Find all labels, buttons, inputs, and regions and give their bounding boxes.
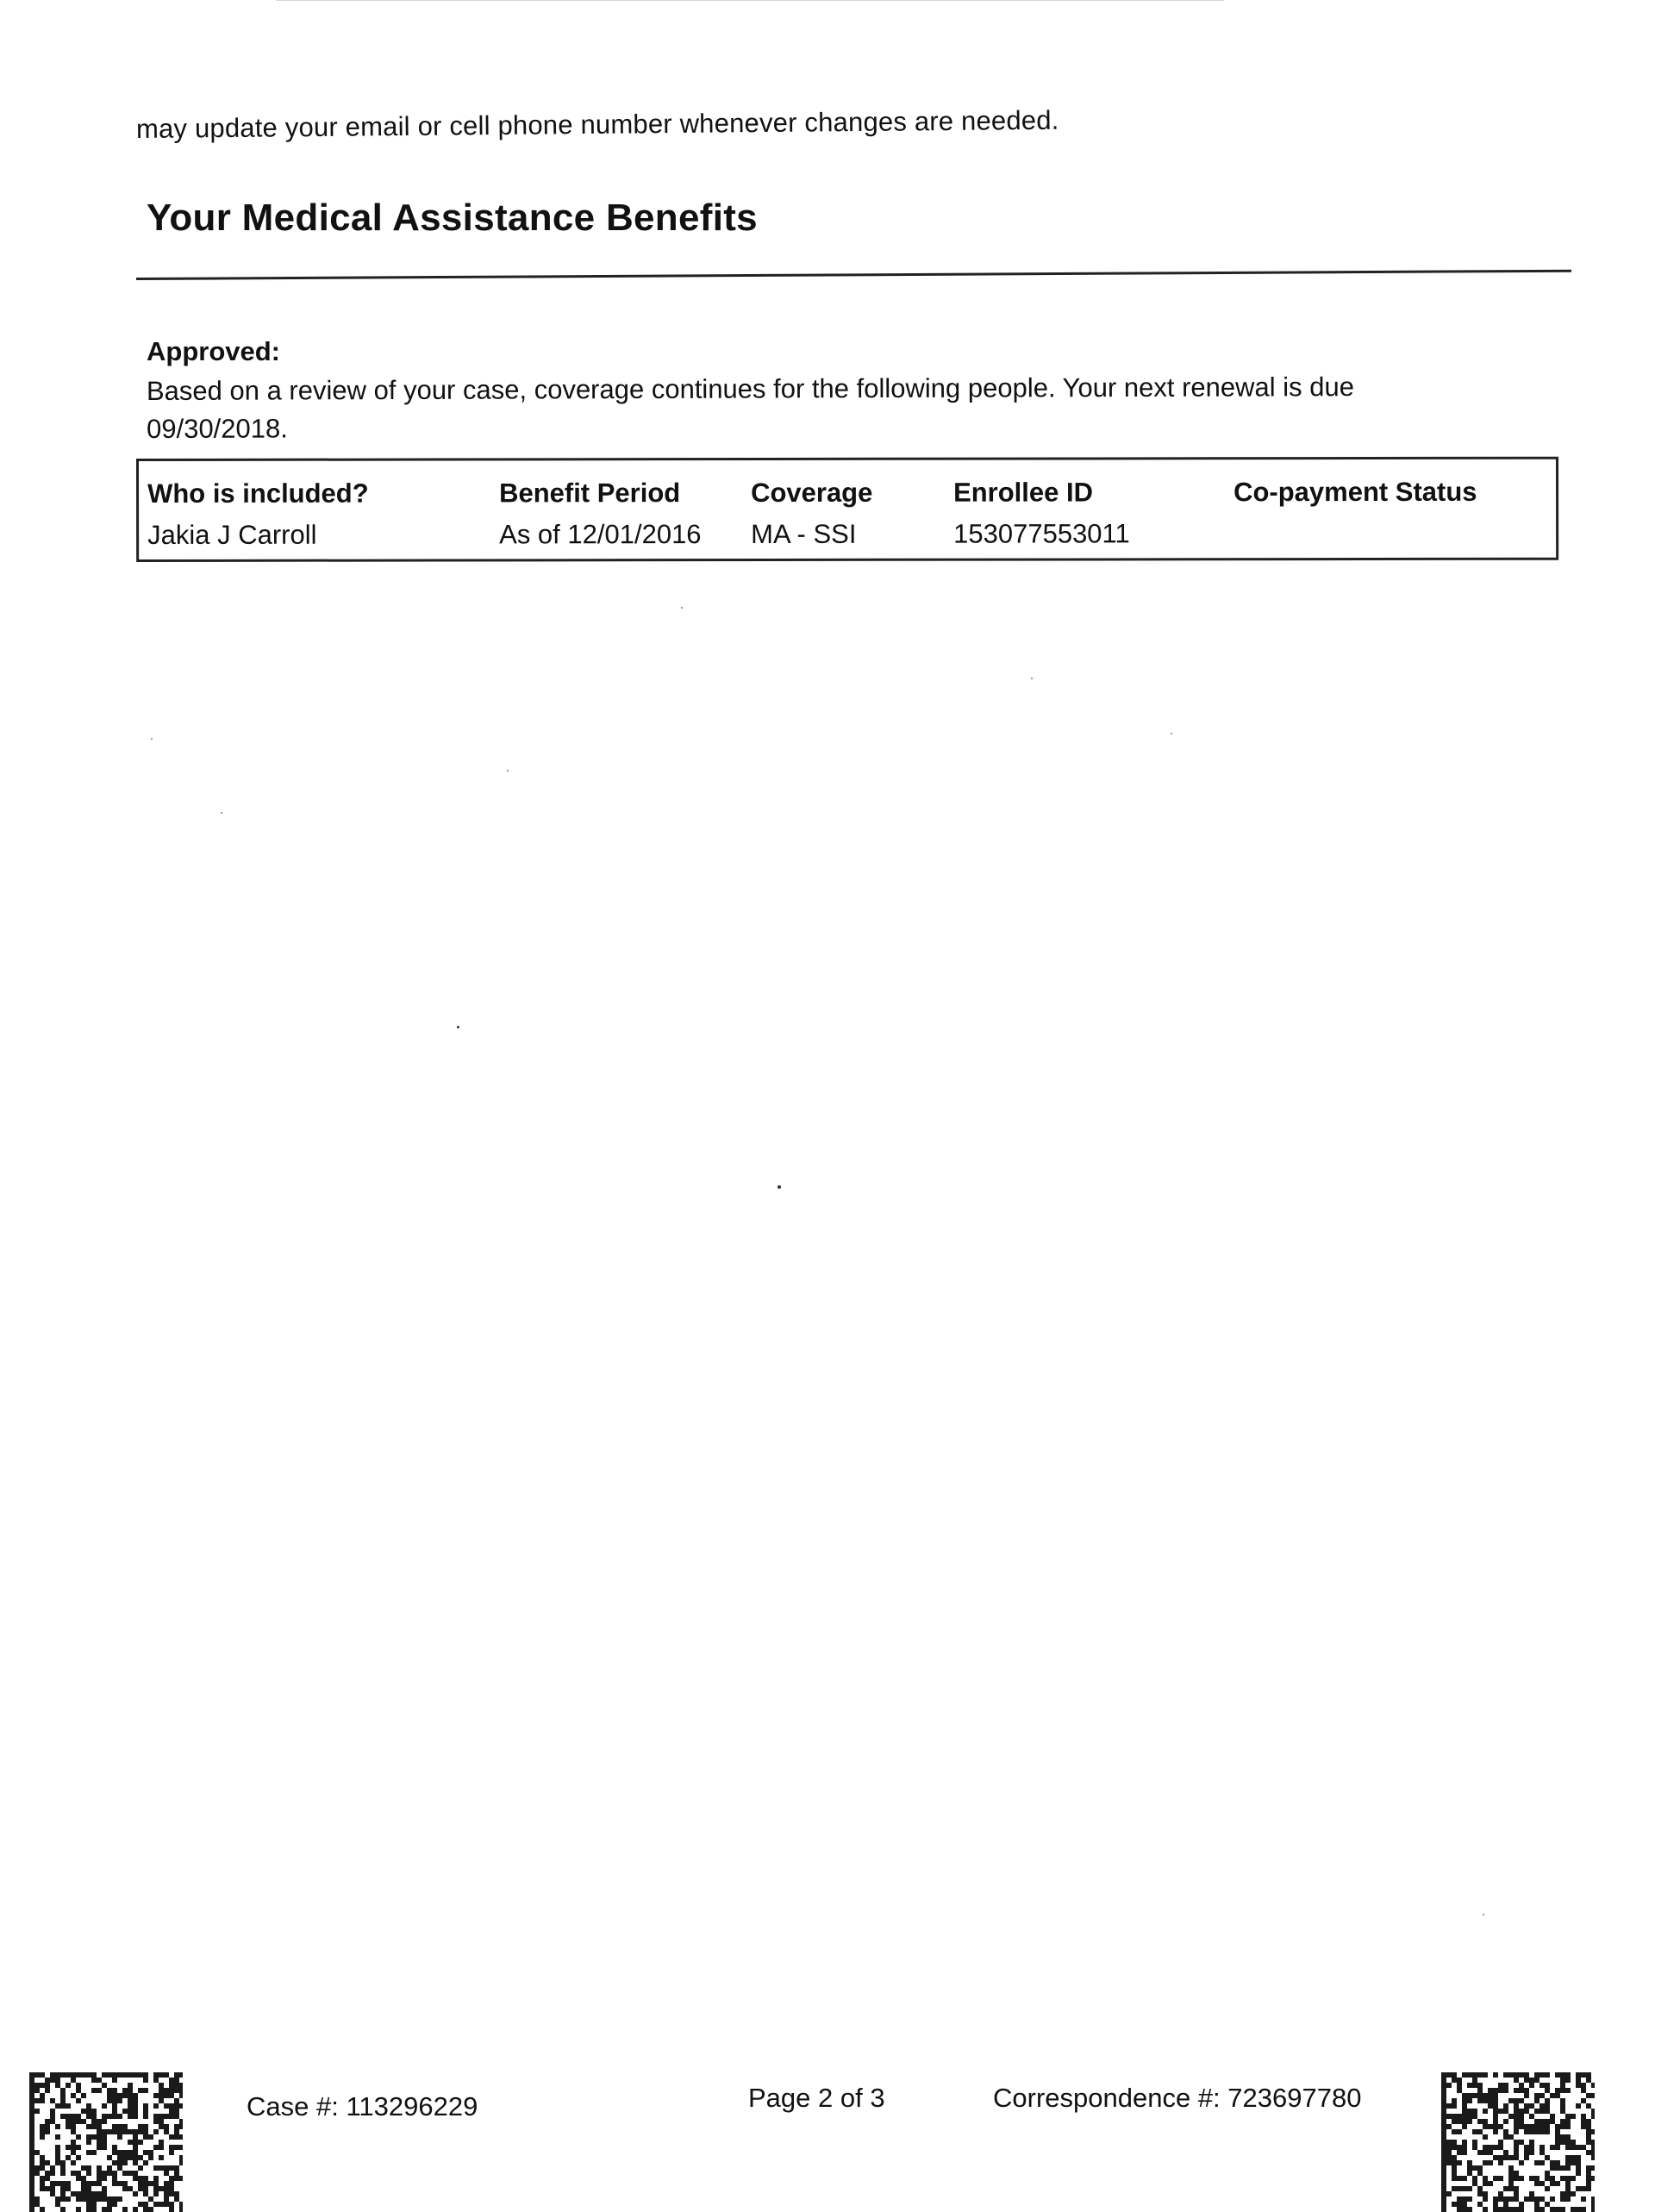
barcode-left	[29, 2072, 183, 2212]
page-indicator: Page 2 of 3	[748, 2083, 885, 2113]
scan-speck	[221, 812, 222, 814]
table-cell-benefit-period: As of 12/01/2016	[499, 519, 702, 550]
scan-speck	[151, 738, 153, 740]
table-cell-enrollee-id: 153077553011	[953, 518, 1130, 549]
section-title: Your Medical Assistance Benefits	[147, 197, 758, 239]
table-header-benefit-period: Benefit Period	[499, 478, 681, 509]
table-cell-coverage: MA - SSI	[751, 518, 857, 550]
benefits-table	[136, 457, 1558, 562]
table-header-coverage: Coverage	[751, 477, 873, 509]
correspondence-number: Correspondence #: 723697780	[993, 2083, 1362, 2113]
status-description: Based on a review of your case, coverage continues for the following people. Your next renewal is due 09/30/2018.	[146, 372, 1355, 444]
section-divider	[136, 270, 1571, 280]
case-number: Case #: 113296229	[247, 2091, 478, 2121]
scan-speck	[1483, 1914, 1484, 1915]
scan-speck	[778, 1185, 781, 1189]
scan-speck	[1171, 733, 1172, 734]
table-header-enrollee-id: Enrollee ID	[953, 477, 1094, 508]
scan-speck	[457, 1026, 459, 1028]
scan-speck	[507, 770, 509, 772]
scan-speck	[1031, 678, 1033, 679]
table-header-who: Who is included?	[147, 478, 369, 509]
scan-speck	[681, 607, 683, 609]
barcode-right	[1441, 2072, 1595, 2212]
table-cell-name: Jakia J Carroll	[147, 519, 317, 550]
status-label: Approved:	[147, 336, 280, 366]
intro-text: may update your email or cell phone number whenever changes are needed.	[135, 104, 1059, 144]
scan-edge-line	[276, 0, 1224, 1]
table-header-copayment-status: Co-payment Status	[1233, 476, 1477, 508]
